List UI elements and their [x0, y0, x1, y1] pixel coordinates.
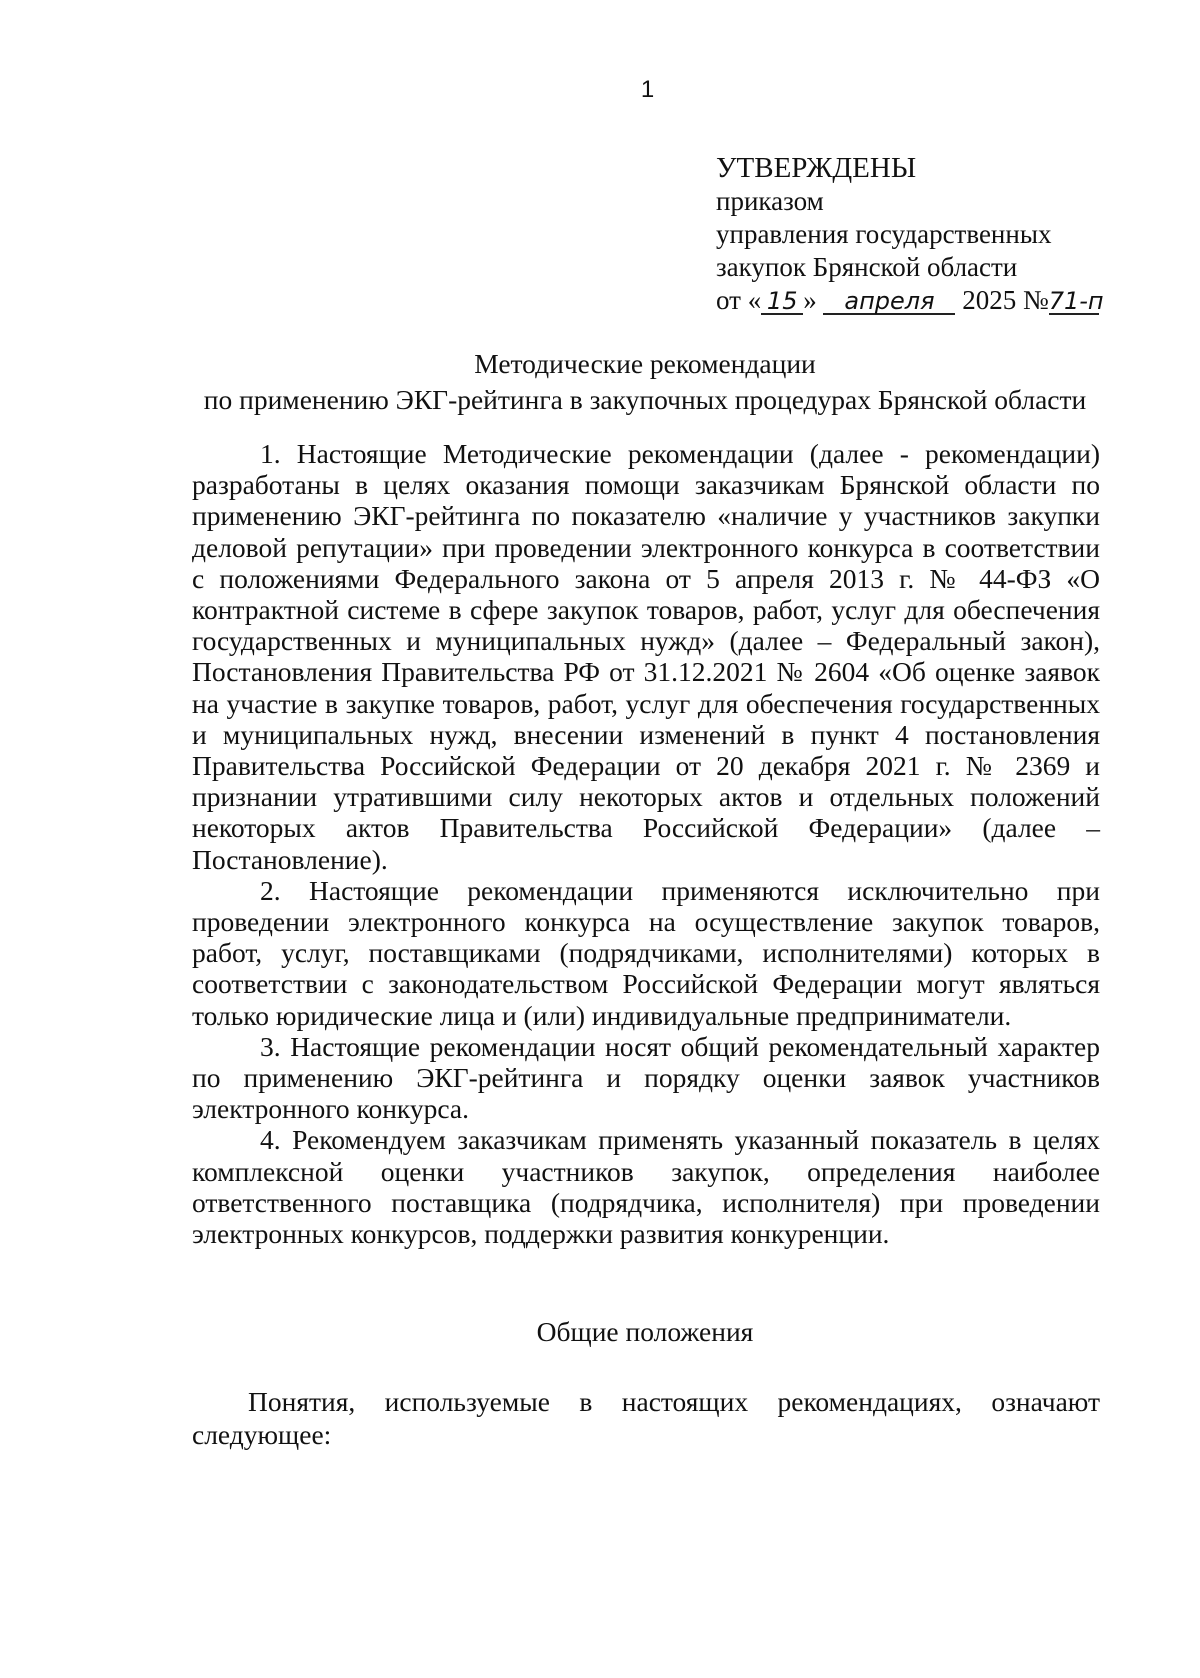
approval-title: УТВЕРЖДЕНЫ [716, 152, 917, 184]
document-title-line-2: по применению ЭКГ-рейтинга в закупочных процедурах Брянской области [203, 384, 1087, 415]
paragraph-2: 2. Настоящие рекомендации применяются исключительно при проведении электронного конкурса на осуществление закупок товаров, работ, услуг, поставщиками (подрядчиками, исполнителями) которых в соответствии с законодательством Российской Федерации могут являться только юридические лица и (или) индивидуальные предприниматели. [192, 874, 1100, 1031]
concepts-intro: Понятия, используемые в настоящих рекомендациях, означают следующее: [192, 1386, 1100, 1450]
approval-line-order: приказом [716, 186, 824, 216]
approval-line-region: закупок Брянской области [716, 252, 1018, 282]
handwritten-order-number: 71-п [1048, 287, 1104, 315]
paragraph-1: 1. Настоящие Методические рекомендации (далее - рекомендации) разработаны в целях оказания помощи заказчикам Брянской области по применению ЭКГ-рейтинга по показателю «наличие у участников закупки деловой репутации» при проведении электронного конкурса в соответствии с положениями Федерального закона от 5 апреля 2013 г. № 44-ФЗ «О контрактной системе в сфере закупок товаров, работ, услуг для обеспечения государственных и муниципальных нужд» (далее – Федеральный закон), Постановления Правительства РФ от 31.12.2021 № 2604 «Об оценке заявок на участие в закупке товаров, работ, услуг для обеспечения государственных и муниципальных нужд, внесении изменений в пункт 4 постановления Правительства Российской Федерации от 20 декабря 2021 г. № 2369 и признании утратившими силу некоторых актов и отдельных положений некоторых актов Правительства Российской Федерации» (далее – Постановление). [192, 438, 1100, 875]
handwritten-month: апреля [823, 289, 955, 315]
document-title-line-1: Методические рекомендации [474, 348, 816, 379]
page-number: 1 [640, 76, 655, 103]
approval-line-department: управления государственных [716, 219, 1052, 249]
section-heading: Общие положения [536, 1316, 754, 1347]
date-day-suffix: » [803, 285, 817, 315]
date-year: 2025 № [962, 285, 1049, 315]
paragraph-4: 4. Рекомендуем заказчикам применять указанный показатель в целях комплексной оценки участников закупок, определения наиболее ответственного поставщика (подрядчика, исполнителя) при проведении электронных конкурсов, поддержки развития конкуренции. [192, 1124, 1100, 1250]
body-text [192, 438, 1100, 1249]
approval-date-line [716, 284, 1104, 317]
date-prefix: от « [716, 285, 762, 315]
approval-block [716, 152, 1104, 317]
handwritten-day: 15 [761, 289, 803, 315]
paragraph-3: 3. Настоящие рекомендации носят общий рекомендательный характер по применению ЭКГ-рейтинга и порядку оценки заявок участников электронного конкурса. [192, 1030, 1100, 1125]
document-title [190, 346, 1100, 418]
